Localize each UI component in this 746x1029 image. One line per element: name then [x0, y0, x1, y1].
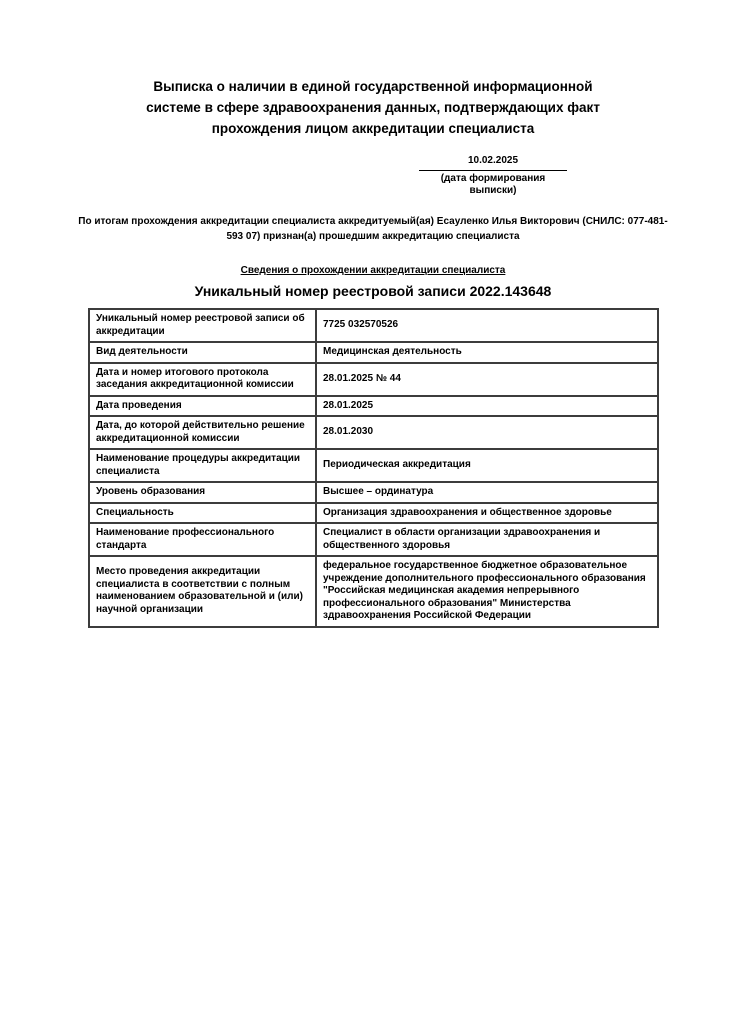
table-row [89, 396, 658, 417]
accreditation-table [88, 308, 659, 628]
document-title-line: Выписка о наличии в единой государственной информационной [153, 79, 593, 94]
table-row [89, 523, 658, 556]
row-label: Место проведения аккредитации специалиста в соответствии с полным наименованием образовательной и (или) научной организации [89, 556, 316, 627]
document-title-line: прохождения лицом аккредитации специалиста [211, 121, 535, 136]
row-label: Наименование процедуры аккредитации специалиста [89, 449, 316, 482]
table-row [89, 449, 658, 482]
table-row [89, 503, 658, 524]
issue-date-block [419, 155, 567, 197]
table-row [89, 342, 658, 363]
intro-paragraph [73, 214, 673, 244]
row-label: Специальность [89, 503, 316, 524]
row-value: 28.01.2025 № 44 [316, 363, 658, 396]
row-value: Специалист в области организации здравоохранения и общественного здоровья [316, 523, 658, 556]
table-row [89, 363, 658, 396]
table-row [89, 309, 658, 342]
row-value: 7725 032570526 [316, 309, 658, 342]
row-value: Организация здравоохранения и общественное здоровье [316, 503, 658, 524]
issue-date-value: 10.02.2025 [419, 155, 567, 171]
document-title-line: системе в сфере здравоохранения данных, подтверждающих факт [146, 100, 600, 115]
row-label: Вид деятельности [89, 342, 316, 363]
intro-paragraph-line: По итогам прохождения аккредитации специалиста аккредитуемый(ая) Есауленко Илья Викторович (СНИЛС: 077-481- [78, 216, 668, 227]
table-row [89, 556, 658, 627]
row-value: Высшее – ординатура [316, 482, 658, 503]
issue-date-caption: (дата формирования выписки) [440, 173, 546, 196]
registry-number-heading: Уникальный номер реестровой записи 2022.143648 [194, 283, 552, 299]
row-value: Периодическая аккредитация [316, 449, 658, 482]
section-heading: Сведения о прохождении аккредитации специалиста [240, 265, 506, 276]
row-label: Дата проведения [89, 396, 316, 417]
document-title [93, 0, 653, 139]
row-label: Уровень образования [89, 482, 316, 503]
row-label: Наименование профессионального стандарта [89, 523, 316, 556]
table-row [89, 482, 658, 503]
row-label: Дата, до которой действительно решение аккредитационной комиссии [89, 416, 316, 449]
row-label: Дата и номер итогового протокола заседания аккредитационной комиссии [89, 363, 316, 396]
intro-paragraph-line: 593 07) признан(а) прошедшим аккредитацию специалиста [226, 231, 520, 242]
table-row [89, 416, 658, 449]
row-value: Медицинская деятельность [316, 342, 658, 363]
row-value: федеральное государственное бюджетное образовательное учреждение дополнительного профессионального образования "Российская медицинская академия непрерывного профессионального образования" Министерства здравоохранения Российской Федерации [316, 556, 658, 627]
row-value: 28.01.2030 [316, 416, 658, 449]
row-value: 28.01.2025 [316, 396, 658, 417]
row-label: Уникальный номер реестровой записи об аккредитации [89, 309, 316, 342]
